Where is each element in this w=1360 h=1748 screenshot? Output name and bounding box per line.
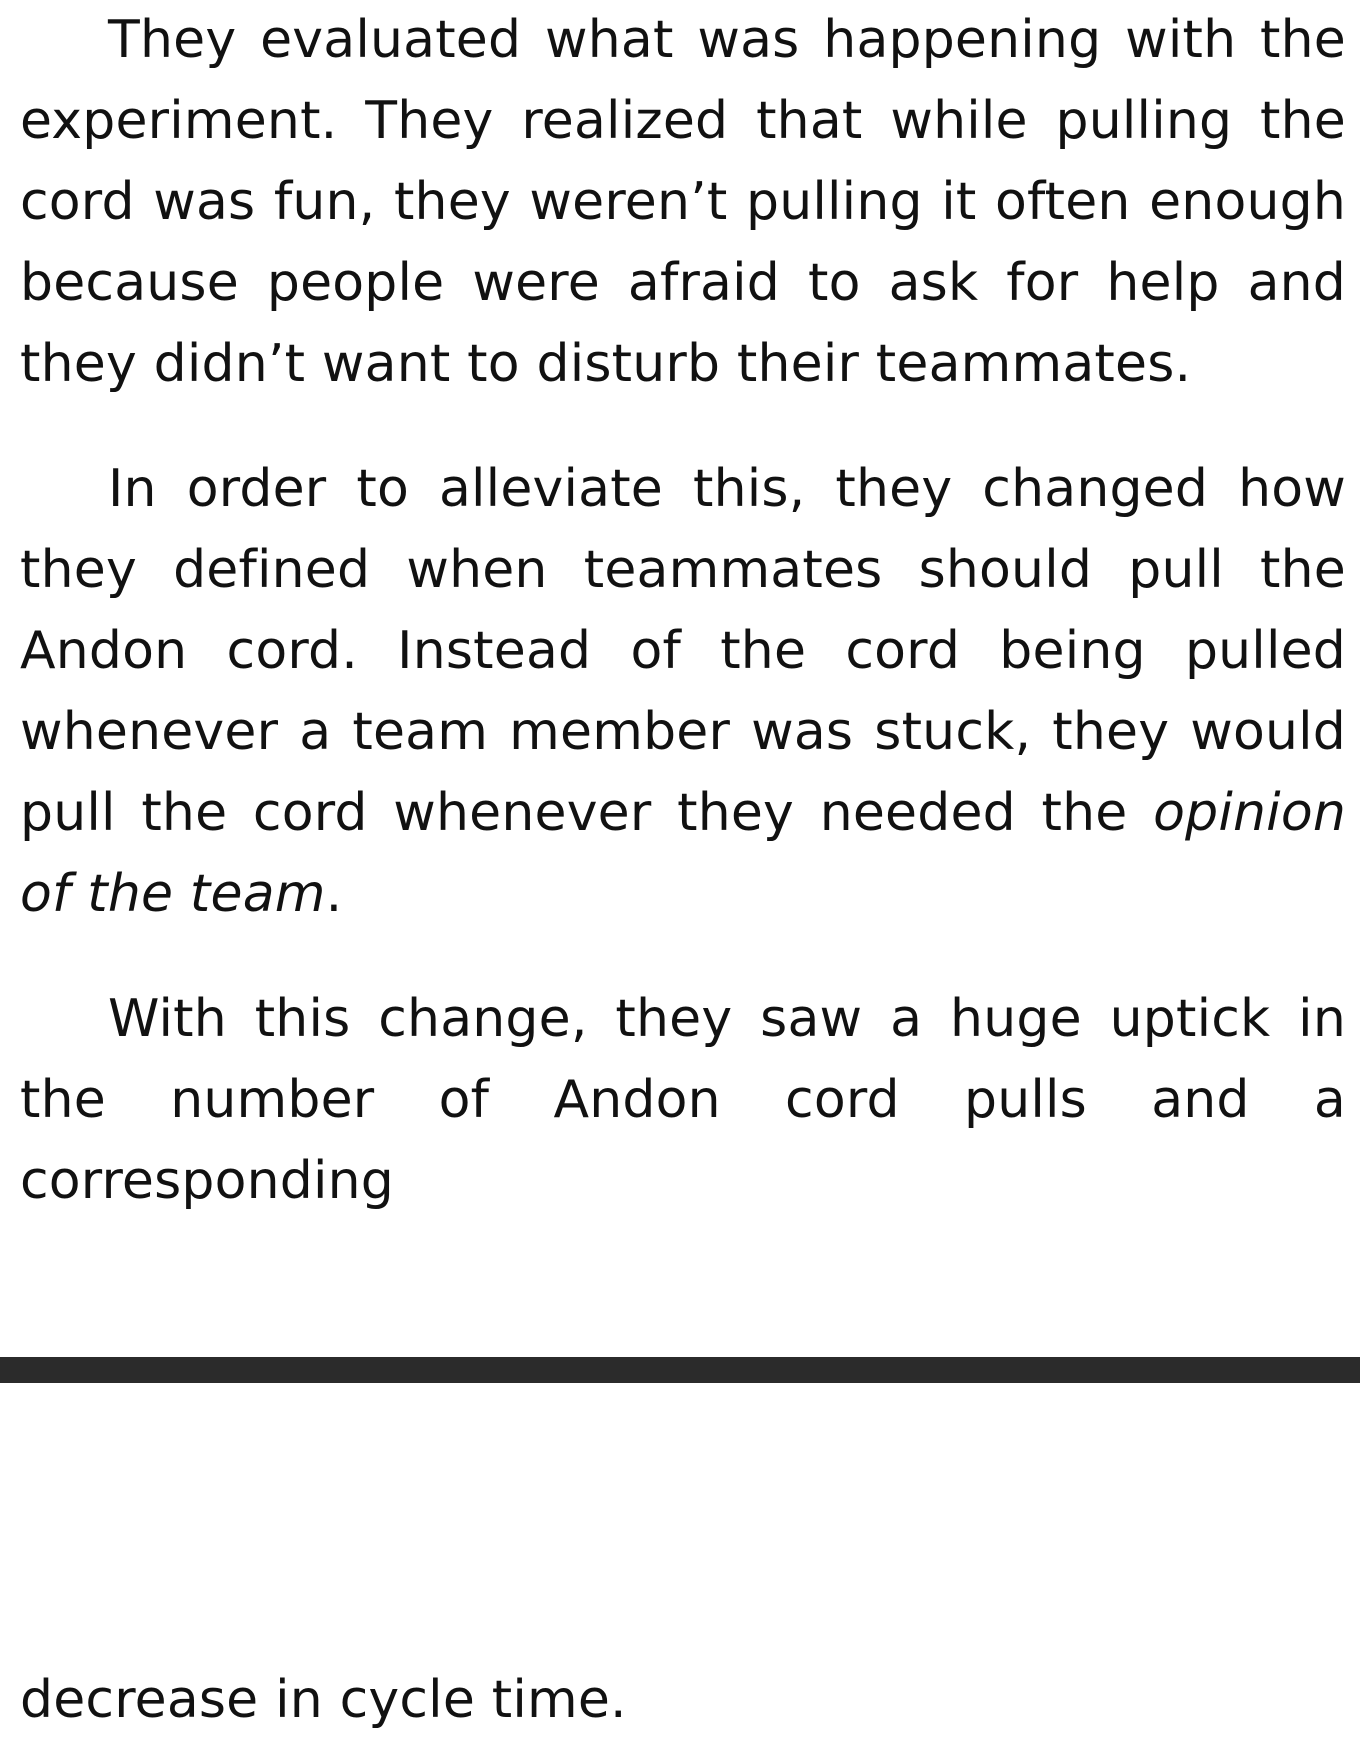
paragraph-2-emphasis: opinion of the team [20, 783, 1346, 924]
paragraph-3: With this change, they saw a huge uptick in the number of Andon cord pulls and a corresponding [20, 989, 1346, 1211]
page-bottom [20, 1660, 1346, 1741]
paragraph-1: They evaluated what was happening with the experiment. They realized that while pulling the cord was fun, they weren’t pulling it often enough because people were afraid to ask for help and they didn’t want to disturb their teammates. [20, 10, 1346, 394]
paragraph-2-text-after: . [325, 864, 343, 924]
page-top [20, 0, 1346, 1266]
page-divider [0, 1357, 1360, 1383]
paragraph-2 [20, 449, 1346, 935]
paragraph-2-text-before: In order to alleviate this, they changed how they defined when teammates should pull the Andon cord. Instead of the cord being pulled whenever a team member was stuck, they would pull the cord whenever they needed the [20, 459, 1346, 843]
paragraph-3-continuation: decrease in cycle time. [20, 1670, 627, 1730]
